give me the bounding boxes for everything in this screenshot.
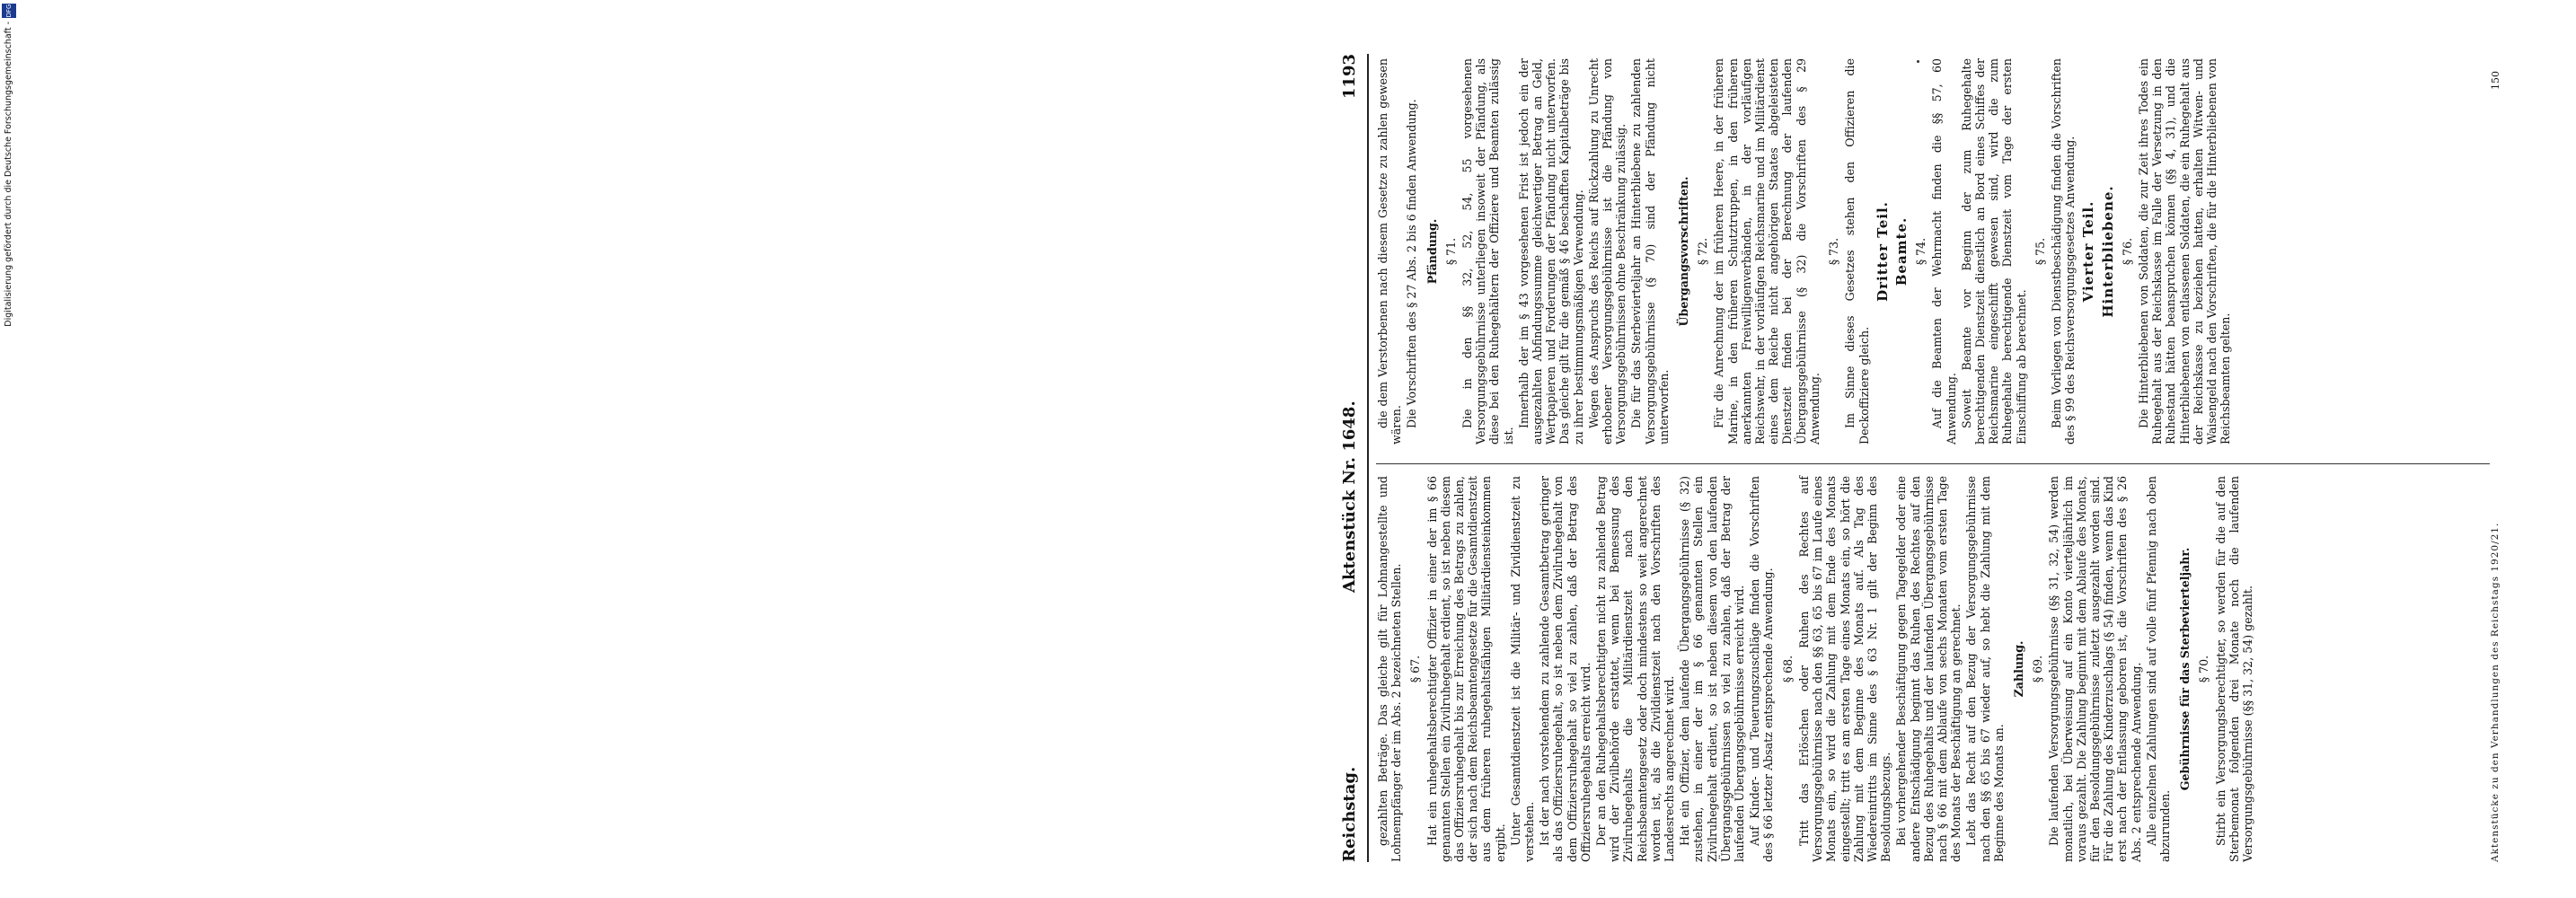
page-content	[1288, 0, 2576, 898]
footer-text: Aktenstücke zu den Verhandlungen des Reichstags 1920/21.	[2490, 522, 2501, 862]
section-heading: Pfändung.	[1425, 218, 1439, 285]
print-speck	[1917, 60, 1919, 63]
paragraph: Lebt das Recht auf den Bezug der Versorgungsgebührnisse nach den §§ 65 bis 67 wieder auf, so hebt die Zahlung mit dem Beginne des Monats an.	[1964, 476, 2006, 862]
footer-page-number: 150	[2490, 71, 2501, 90]
document-page	[1288, 0, 2576, 898]
digitization-stamp	[0, 0, 20, 898]
paragraph: Alle einzelnen Zahlungen sind auf volle fünf Pfennig nach oben abzurunden.	[2144, 476, 2172, 862]
paragraph: Soweit Beamte vor Beginn der zum Ruhegehalte berechtigenden Dienstzeit dienstlich an Bord eines Schiffes der Reichsmarine eingeschifft gewesen sind, wird die zum Ruhegehalte berechtigende Dienstzeit vom Tage der ersten Einschiffung ab berechnet.	[1959, 58, 2028, 445]
section-number: § 67.	[1408, 655, 1423, 683]
section-number: § 69.	[2031, 655, 2045, 683]
column-separator	[1376, 463, 2490, 464]
paragraph: Wegen des Anspruchs des Reichs auf Rückzahlung zu Unrecht erhobener Versorgungsgebührnisse ist die Pfändung von Versorgungsgebührnissen ohne Beschränkung zulässig.	[1586, 58, 1628, 445]
section-heading: Übergangsvorschriften.	[1677, 176, 1691, 327]
paragraph: Auf Kinder- und Teuerungszuschläge finden die Vorschriften des § 66 letzter Absatz entsprechende Anwendung.	[1748, 476, 1776, 862]
section-heading: Gebührnisse für das Sterbevierteljahr.	[2178, 547, 2192, 791]
paragraph: Hat ein ruhegehaltsberechtigter Offizier in einer der im § 66 genannten Stellen ein Zivilruhegehalt erdient, so ist neben diesem das Offiziersruhegehalt bis zur Erreichung des Betrags zu zahlen, der sich nach dem Reichsbeamtengesetze für die Gesamtdienstzeit aus dem früheren ruhegehaltsfähigen Militärdiensteinkommen ergibt.	[1425, 476, 1507, 862]
paragraph: Innerhalb der im § 43 vorgesehenen Frist ist jedoch ein der ausgezahlten Abfindungssumme gleichwertiger Betrag an Geld, Wertpapieren und Forderungen der Pfändung nicht unterworfen. Das gleiche gilt für die gemäß § 46 beschafften Kapitalbeträge bis zu ihrer bestimmungsmäßigen Verwendung.	[1516, 58, 1585, 445]
paragraph: Unter Gesamtdienstzeit ist die Militär- und Zivildienstzeit zu verstehen.	[1508, 476, 1537, 862]
paragraph: Ist der nach vorstehendem zu zahlende Gesamtbetrag geringer als das Offiziersruhegehalt, so ist neben dem Zivilruhegehalt von dem Offiziersruhegehalt so viel zu zahlen, daß der Betrag des Offiziersruhegehalts erreicht wird.	[1538, 476, 1592, 862]
left-column	[1376, 476, 2256, 862]
part-heading: Hinterbliebene.	[2099, 185, 2116, 318]
header-title: Aktenstück Nr. 1648.	[1340, 401, 1359, 593]
paragraph: Im Sinne dieses Gesetzes stehen den Offizieren die Deckoffiziere gleich.	[1843, 58, 1871, 445]
dfg-logo: DFG	[2, 4, 16, 18]
paragraph: Die Vorschriften des § 27 Abs. 2 bis 6 finden Anwendung.	[1405, 99, 1419, 428]
section-heading: Zahlung.	[2011, 640, 2025, 698]
page-header	[1340, 54, 1367, 862]
paragraph: Stirbt ein Versorgungsberechtigter, so werden für die auf den Sterbemonat folgenden drei Monate noch die laufenden Versorgungsgebührnisse (§§ 31, 32, 54) gezahlt.	[2213, 476, 2254, 862]
stamp-text: Digitalisierung gefördert durch die Deutsche Forschungsgemeinschaft -	[4, 22, 13, 327]
section-number: § 73.	[1827, 237, 1841, 266]
header-page-number: 1193	[1340, 54, 1359, 100]
part-heading: Dritter Teil.	[1874, 201, 1891, 302]
part-heading: Beamte.	[1892, 216, 1910, 286]
paragraph: Beim Vorliegen von Dienstbeschädigung finden die Vorschriften des § 99 des Reichsversorgungsgesetzes Anwendung.	[2049, 58, 2078, 445]
section-number: § 72.	[1696, 237, 1710, 266]
section-number: § 76.	[2120, 237, 2134, 266]
section-number: § 68.	[1780, 655, 1795, 683]
paragraph: Hat ein Offizier, dem laufende Übergangsgebührnisse (§ 32) zustehen, in einer der im § 66 genannten Stellen ein Zivilruhegehalt erdient, so ist neben diesem von den laufenden Übergangsgebührnissen so viel zu zahlen, daß der Betrag der laufenden Übergangsgebührnisse erreicht wird.	[1678, 476, 1747, 862]
section-number: § 74.	[1914, 237, 1928, 266]
paragraph: gezahlten Beträge. Das gleiche gilt für Lohnangestellte und Lohnempfänger der im Abs. 2 bezeichneten Stellen.	[1376, 476, 1404, 862]
paragraph: Die für das Sterbevierteljahr an Hinterbliebene zu zahlenden Versorgungsgebührnisse (§ 70) sind der Pfändung nicht unterworfen.	[1629, 58, 1671, 445]
paragraph: die dem Verstorbenen nach diesem Gesetze zu zahlen gewesen wären.	[1376, 58, 1404, 445]
paragraph: Die in den §§ 32, 52, 54, 55 vorgesehenen Versorgungsgebührnisse unterliegen insoweit der Pfändung, als diese bei den Ruhegehältern der Offiziere und Beamten zulässig ist.	[1460, 58, 1515, 445]
section-number: § 71.	[1443, 237, 1458, 266]
part-heading: Vierter Teil.	[2080, 200, 2097, 303]
paragraph: Bei vorhergehender Beschäftigung gegen Tagegelder oder eine andere Entschädigung beginnt das Ruhen des Rechtes auf den Bezug des Ruhegehalts und der laufenden Übergangsgebührnisse nach § 66 mit dem Ablaufe von sechs Monaten vom ersten Tage des Monats der Beschäftigung an gerechnet.	[1894, 476, 1963, 862]
paragraph: Die laufenden Versorgungsgebührnisse (§§ 31, 32, 54) werden monatlich, bei Überweisung auf ein Konto vierteljährlich im voraus gezahlt. Die Zahlung beginnt mit dem Ablaufe des Monats, für den Besoldungsgebührnisse zuletzt ausgezahlt worden sind. Für die Zahlung des Kinderzuschlags (§ 54) finden, wenn das Kind erst nach der Entlassung geboren ist, die Vorschriften des § 26 Abs. 2 entsprechende Anwendung.	[2047, 476, 2143, 862]
header-left: Reichstag.	[1340, 766, 1359, 862]
paragraph: Auf die Beamten der Wehrmacht finden die §§ 57, 60 Anwendung.	[1930, 58, 1958, 445]
section-number: § 70.	[2197, 655, 2211, 683]
paragraph: Für die Anrechnung der im früheren Heere, in der früheren Marine, in den früheren Schutztruppen, in den früheren anerkannten Freiwilligenverbänden, in der vorläufigen Reichswehr, in der vorläufigen Reichsmarine und im Militärdienst eines dem Reiche nicht angehörigen Staates abgeleisteten Dienstzeit finden bei der Berechnung der laufenden Übergangsgebührnisse (§ 32) die Vorschriften des § 29 Anwendung.	[1712, 58, 1822, 445]
paragraph: Der an den Ruhegehaltsberechtigten nicht zu zahlende Betrag wird der Zivilbehörde erstattet, wenn bei Bemessung des Zivilruhegehalts die Militärdienstzeit nach den Reichsbeamtengesetz oder doch mindestens so weit angerechnet worden ist, als die Zivildienstzeit nach den Vorschriften des Landesrechts angerechnet wird.	[1594, 476, 1677, 862]
right-column	[1376, 58, 2234, 445]
header-rule	[1367, 54, 1369, 862]
paragraph: Die Hinterbliebenen von Soldaten, die zur Zeit ihres Todes ein Ruhegehalt aus der Reichskasse im Falle der Versetzung in den Ruhestand hätten beanspruchen können (§§ 4, 31), und die Hinterbliebenen von entlassenen Soldaten, die ein Ruhegehalt aus der Reichskasse zu beziehen hatten, erhalten Witwen- und Waisengeld nach den Vorschriften, die für die Hinterbliebenen von Reichsbeamten gelten.	[2136, 58, 2233, 445]
paragraph: Tritt das Erlöschen oder Ruhen des Rechtes auf Versorgungsgebührnisse nach den §§ 63, 65 bis 67 im Laufe eines Monats ein, so wird die Zahlung mit dem Ende des Monats eingestellt; tritt es am ersten Tage eines Monats ein, so hört die Zahlung mit dem Beginne des Monats auf. Als Tag des Wiedereintritts im Sinne des § 63 Nr. 1 gilt der Beginn des Besoldungsbezugs.	[1796, 476, 1893, 862]
section-number: § 75.	[2033, 237, 2047, 266]
